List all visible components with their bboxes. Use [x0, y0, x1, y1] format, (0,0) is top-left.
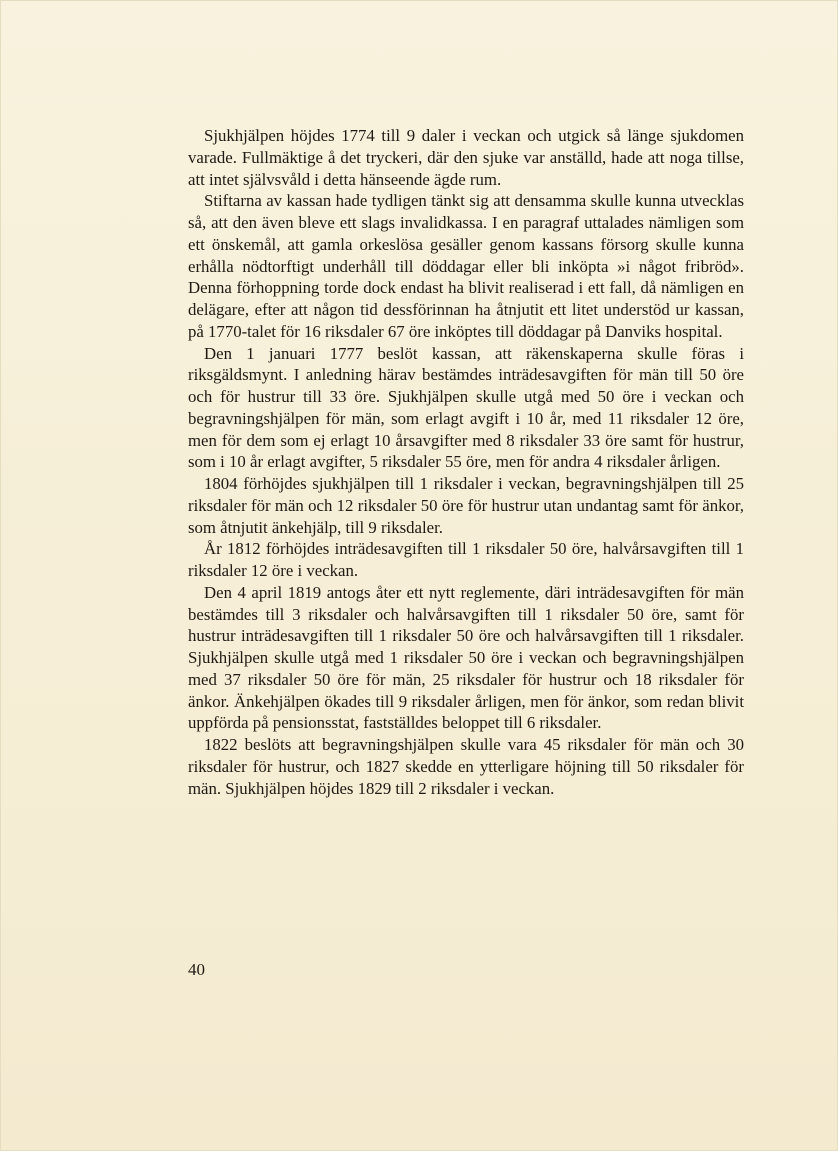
body-text	[188, 125, 744, 799]
paragraph-6: Den 4 april 1819 antogs åter ett nytt reglemente, däri inträdesavgiften för män bestämdes till 3 riksdaler och halvårsavgiften till 1 riksdaler 50 öre, samt för hustrur inträdesavgiften till 1 riksdaler 50 öre och halvårsavgiften till 1 riksdaler. Sjukhjälpen skulle utgå med 1 riksdaler 50 öre i veckan och begravningshjälpen med 37 riksdaler 50 öre för män, 25 riksdaler för hustrur och 18 riksdaler för änkor. Änkehjälpen ökades till 9 riksdaler årligen, men för änkor, som redan blivit uppförda på pensionsstat, fastställdes beloppet till 6 riksdaler.	[188, 582, 744, 733]
paragraph-1: Sjukhjälpen höjdes 1774 till 9 daler i veckan och utgick så länge sjukdomen varade. Fullmäktige å det tryckeri, där den sjuke var anställd, hade att noga tillse, att intet självsvåld i detta hänseende ägde rum.	[188, 126, 744, 189]
paragraph-7: 1822 beslöts att begravningshjälpen skulle vara 45 riksdaler för män och 30 riksdaler för hustrur, och 1827 skedde en ytterligare höjning till 50 riksdaler för män. Sjukhjälpen höjdes 1829 till 2 riksdaler i veckan.	[188, 735, 744, 798]
paragraph-5: År 1812 förhöjdes inträdesavgiften till 1 riksdaler 50 öre, halvårsavgiften till 1 riksdaler 12 öre i veckan.	[188, 539, 744, 580]
paragraph-4: 1804 förhöjdes sjukhjälpen till 1 riksdaler i veckan, begravningshjälpen till 25 riksdaler för män och 12 riksdaler 50 öre för hustrur utan undantag samt för änkor, som åtnjutit änkehjälp, till 9 riksdaler.	[188, 474, 744, 537]
paragraph-3: Den 1 januari 1777 beslöt kassan, att räkenskaperna skulle föras i riksgäldsmynt. I anledning härav bestämdes inträdesavgiften för män till 50 öre och för hustrur till 33 öre. Sjukhjälpen skulle utgå med 50 öre i veckan och begravningshjälpen för män, som erlagt avgift i 10 år, med 11 riksdaler 12 öre, men för dem som ej erlagt 10 årsavgifter med 8 riksdaler 33 öre samt för hustrur, som i 10 år erlagt avgifter, 5 riksdaler 55 öre, men för andra 4 riksdaler årligen.	[188, 343, 744, 472]
page-number: 40	[188, 960, 205, 979]
paragraph-2: Stiftarna av kassan hade tydligen tänkt sig att densamma skulle kunna utvecklas så, att den även bleve ett slags invalidkassa. I en paragraf uttalades nämligen som ett önskemål, att gamla orkeslösa gesäller genom kassans försorg skulle kunna erhålla nödtorftigt underhåll till döddagar eller bli inköpta »i något fribröd». Denna förhoppning torde dock endast ha blivit realiserad i ett fall, då nämligen en delägare, efter att någon tid dessförinnan ha åtnjutit ett litet understöd ur kassan, på 1770-talet för 16 riksdaler 67 öre inköptes till döddagar på Danviks hospital.	[188, 191, 744, 341]
